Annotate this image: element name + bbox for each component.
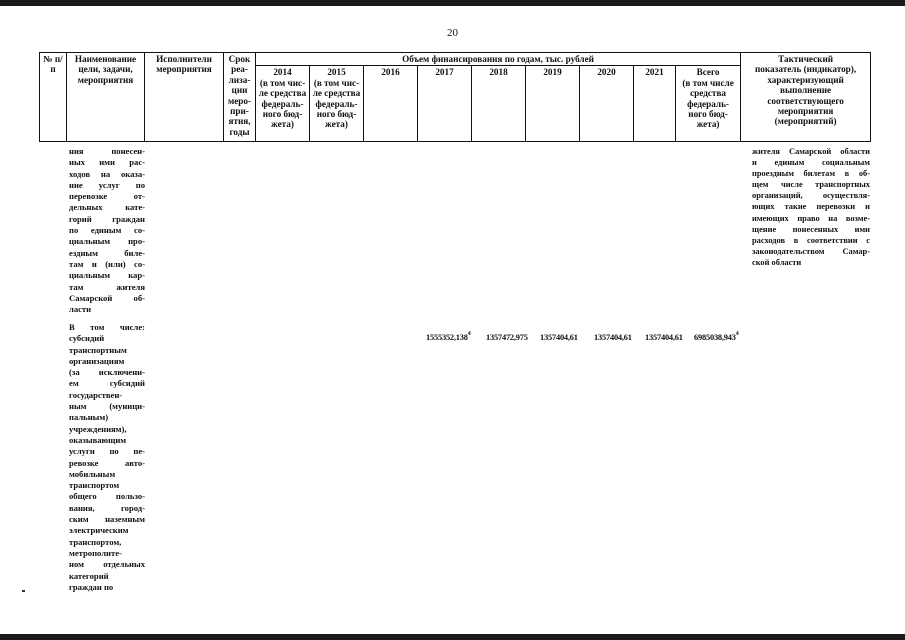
subsidy-text-line: государствен- [69,389,123,400]
page-number: 20 [447,27,458,39]
header-cell-2016: 2016 [364,66,418,142]
activity-text-line: ходов на оказа- [69,168,145,179]
subsidy-text-line: учреждениям), [69,423,127,434]
value-2018: 1357472,975 [486,333,528,342]
header-2014-line: ле средства [258,88,307,99]
subsidy-text-line: общего пользо- [69,491,145,502]
value-2019: 1357404,61 [540,333,578,342]
activity-text-line: циальным про- [69,236,145,247]
scan-border-top [0,0,905,6]
header-cell-indicator [741,53,871,142]
header-cell-number [40,53,67,142]
header-indicator-line: Тактический [778,54,834,64]
header-cell-2014 [256,66,310,142]
indicator-text-line: щение понесенных ими [752,224,870,234]
header-2014-line: 2014 [273,67,292,78]
header-executor-line: мероприятия [156,64,212,75]
value-total-text: 6985038,943 [694,333,736,342]
header-2014-line: федераль- [261,98,304,109]
subsidy-text-line: субсидий [69,333,105,344]
scan-speck [22,590,25,592]
header-term-line: Срок [228,54,251,64]
activity-text-line: там и (или) со- [69,258,145,269]
value-total [694,333,739,342]
subsidy-text-line: метрополите- [69,547,122,558]
header-total-line: жета) [696,119,720,130]
subsidy-text-line: ным (муници- [69,401,145,412]
header-cell-2019: 2019 [526,66,580,142]
header-cell-2015 [310,66,364,142]
value-2017 [426,333,471,342]
header-cell-2018: 2018 [472,66,526,142]
value-2020: 1357404,61 [594,333,632,342]
indicator-text-line: имеющих право на возме- [752,213,870,223]
header-cell-2020: 2020 [580,66,634,142]
subsidy-text-line: транспортом, [69,536,122,547]
header-term-line: реа- [231,64,248,75]
header-cell-name [67,53,145,142]
header-cell-term [224,53,256,142]
header-name-line: Наименование [74,54,137,64]
activity-text-line: дельных кате- [69,202,145,213]
header-term-line: годы [229,126,250,137]
header-executor-line: Исполнители [156,54,212,64]
indicator-text-line: расходов в соответствии с [752,235,870,245]
header-term-line: лиза- [228,74,251,85]
indicator-text-line: щем числе транспортных [752,180,870,190]
activity-text-line: там жителя [69,281,145,292]
program-table-header [39,52,871,142]
header-total-line: Всего [696,67,720,78]
value-total-footnote: 4 [735,331,739,337]
activity-text-line: ния понесен- [69,146,145,156]
activity-subsidy-description [69,322,145,593]
header-2015-line: ного бюд- [316,109,357,120]
indicator-text-line: организаций, осуществля- [752,191,870,201]
header-indicator-line: выполнение [780,85,832,96]
header-2014-line: ного бюд- [262,109,303,120]
header-number-label: № п/п [43,54,63,75]
header-indicator-line: (мероприятий) [774,116,837,127]
header-cell-total [676,66,741,142]
header-total-line: средства [690,88,727,99]
header-2015-line: 2015 [327,67,346,78]
header-2015-line: ле средства [312,88,361,99]
subsidy-text-line: ским наземным [69,514,145,525]
activity-text-line: ние услуг по [69,179,145,190]
header-2014-line: жета) [271,119,294,130]
activity-text-line: циальным кар- [69,270,145,281]
value-2021: 1357404,61 [645,333,683,342]
header-total-line: (в том числе [682,77,734,88]
header-term-line: ятия, [228,116,251,127]
activity-text-line: ездным биле- [69,247,145,258]
activity-text-line: перевозке от- [69,191,145,202]
subsidy-text-line: ном отдельных [69,559,145,570]
subsidy-text-line: вания, город- [69,502,145,513]
header-name-line: мероприятия [77,74,134,85]
activity-text-line: горий граждан [69,213,145,224]
subsidy-text-line: В том числе: [69,322,145,332]
funding-title: Объем финансирования по годам, тыс. рублей [402,54,594,64]
subsidy-text-line: услуги по пе- [69,446,145,457]
header-indicator-line: соответствующего [767,95,844,106]
header-term-line: при- [230,106,249,117]
indicator-text-line: законодательством Самар- [752,246,870,256]
header-2015-line: (в том чис- [313,77,360,88]
subsidy-text-line: категорий [69,570,109,581]
activity-text-line: по единым со- [69,225,145,236]
header-total-line: ного бюд- [688,109,728,120]
subsidy-text-line: организациям [69,355,125,366]
indicator-text-line: проездным билетам в об- [752,169,870,179]
header-term-line: меро- [227,95,252,106]
value-2017-footnote: 4 [467,331,471,337]
header-indicator-line: мероприятия [777,106,834,117]
activity-text-line: ласти [69,304,92,315]
value-2017-text: 1555352,138 [426,333,468,342]
header-indicator-line: показатель (индикатор), [755,64,857,75]
indicator-text-line: и единым социальным [752,158,870,168]
activity-text-line: ных ими рас- [69,157,145,168]
header-cell-2021: 2021 [634,66,676,142]
subsidy-text-line: ревозке авто- [69,457,145,468]
header-indicator-line: характеризующий [767,74,844,85]
header-total-line: федераль- [687,98,729,109]
subsidy-text-line: оказывающим [69,434,127,445]
indicator-text-line: жителя Самарской области [752,147,870,156]
header-cell-2017: 2017 [418,66,472,142]
header-name-line: цели, задачи, [78,64,133,75]
activity-text-line: Самарской об- [69,292,145,303]
subsidy-text-line: граждан по [69,581,114,592]
header-cell-executor [145,53,224,142]
indicator-text-line: ской области [752,257,802,267]
indicator-text-line: ющих такие перевозки и [752,202,870,212]
header-2015-line: федераль- [315,98,358,109]
header-term-line: ции [231,85,248,96]
subsidy-text-line: электрическим [69,525,129,536]
header-2015-line: жета) [325,119,348,130]
header-2014-line: (в том чис- [259,77,306,88]
subsidy-text-line: пальным) [69,412,109,423]
subsidy-text-line: (за исключени- [69,367,145,378]
subsidy-text-line: мобильным [69,468,116,479]
scan-border-bottom [0,634,905,640]
activity-description-continued [69,146,145,315]
indicator-description-continued [752,146,870,268]
subsidy-text-line: транспортом [69,480,120,491]
header-cell-funding [256,53,741,66]
subsidy-text-line: транспортным [69,344,127,355]
subsidy-text-line: ем субсидий [69,378,145,389]
